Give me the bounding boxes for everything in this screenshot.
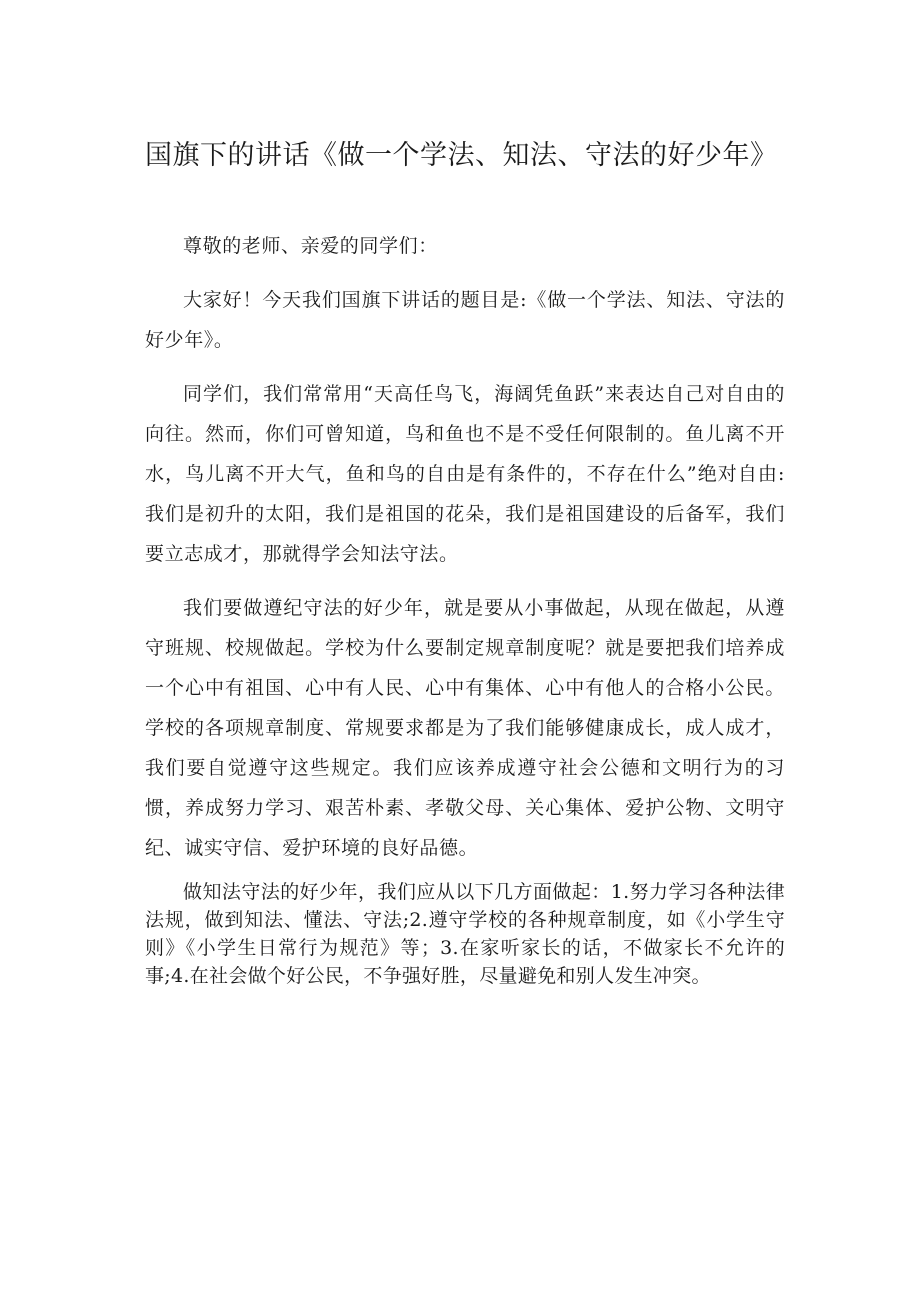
paragraph-rules: 我们要做遵纪守法的好少年，就是要从小事做起，从现在做起，从遵守班规、校规做起。学校为什么要制定规章制度呢？就是要把我们培养成一个心中有祖国、心中有人民、心中有集体、心中有他人的合格小公民。学校的各项规章制度、常规要求都是为了我们能够健康成长，成人成才，我们要自觉遵守这些规定。我们应该养成遵守社会公德和文明行为的习惯，养成努力学习、艰苦朴素、孝敬父母、关心集体、爱护公物、文明守纪、诚实守信、爱护环境的良好品德。: [145, 597, 785, 859]
paragraph-actions: 做知法守法的好少年，我们应从以下几方面做起：1.努力学习各种法律法规，做到知法、懂法、守法;2.遵守学校的各种规章制度，如《小学生守则》《小学生日常行为规范》等；3.在家听家长的话，不做家长不允许的事;4.在社会做个好公民，不争强好胜，尽量避免和别人发生冲突。: [145, 881, 785, 987]
paragraph-greeting: 大家好！今天我们国旗下讲话的题目是:《做一个学法、知法、守法的好少年》。: [145, 289, 785, 351]
document-body: [145, 226, 785, 990]
paragraph-freedom: 同学们，我们常常用“天高任鸟飞，海阔凭鱼跃”来表达自己对自由的向往。然而，你们可曾知道，鸟和鱼也不是不受任何限制的。鱼儿离不开水，鸟儿离不开大气，鱼和鸟的自由是有条件的，不存在什么”绝对自由:我们是初升的太阳，我们是祖国的花朵，我们是祖国建设的后备军，我们要立志成才，那就得学会知法守法。: [145, 383, 785, 565]
document-title: 国旗下的讲话《做一个学法、知法、守法的好少年》: [145, 140, 778, 171]
paragraph-salutation: 尊敬的老师、亲爱的同学们：: [183, 235, 438, 257]
